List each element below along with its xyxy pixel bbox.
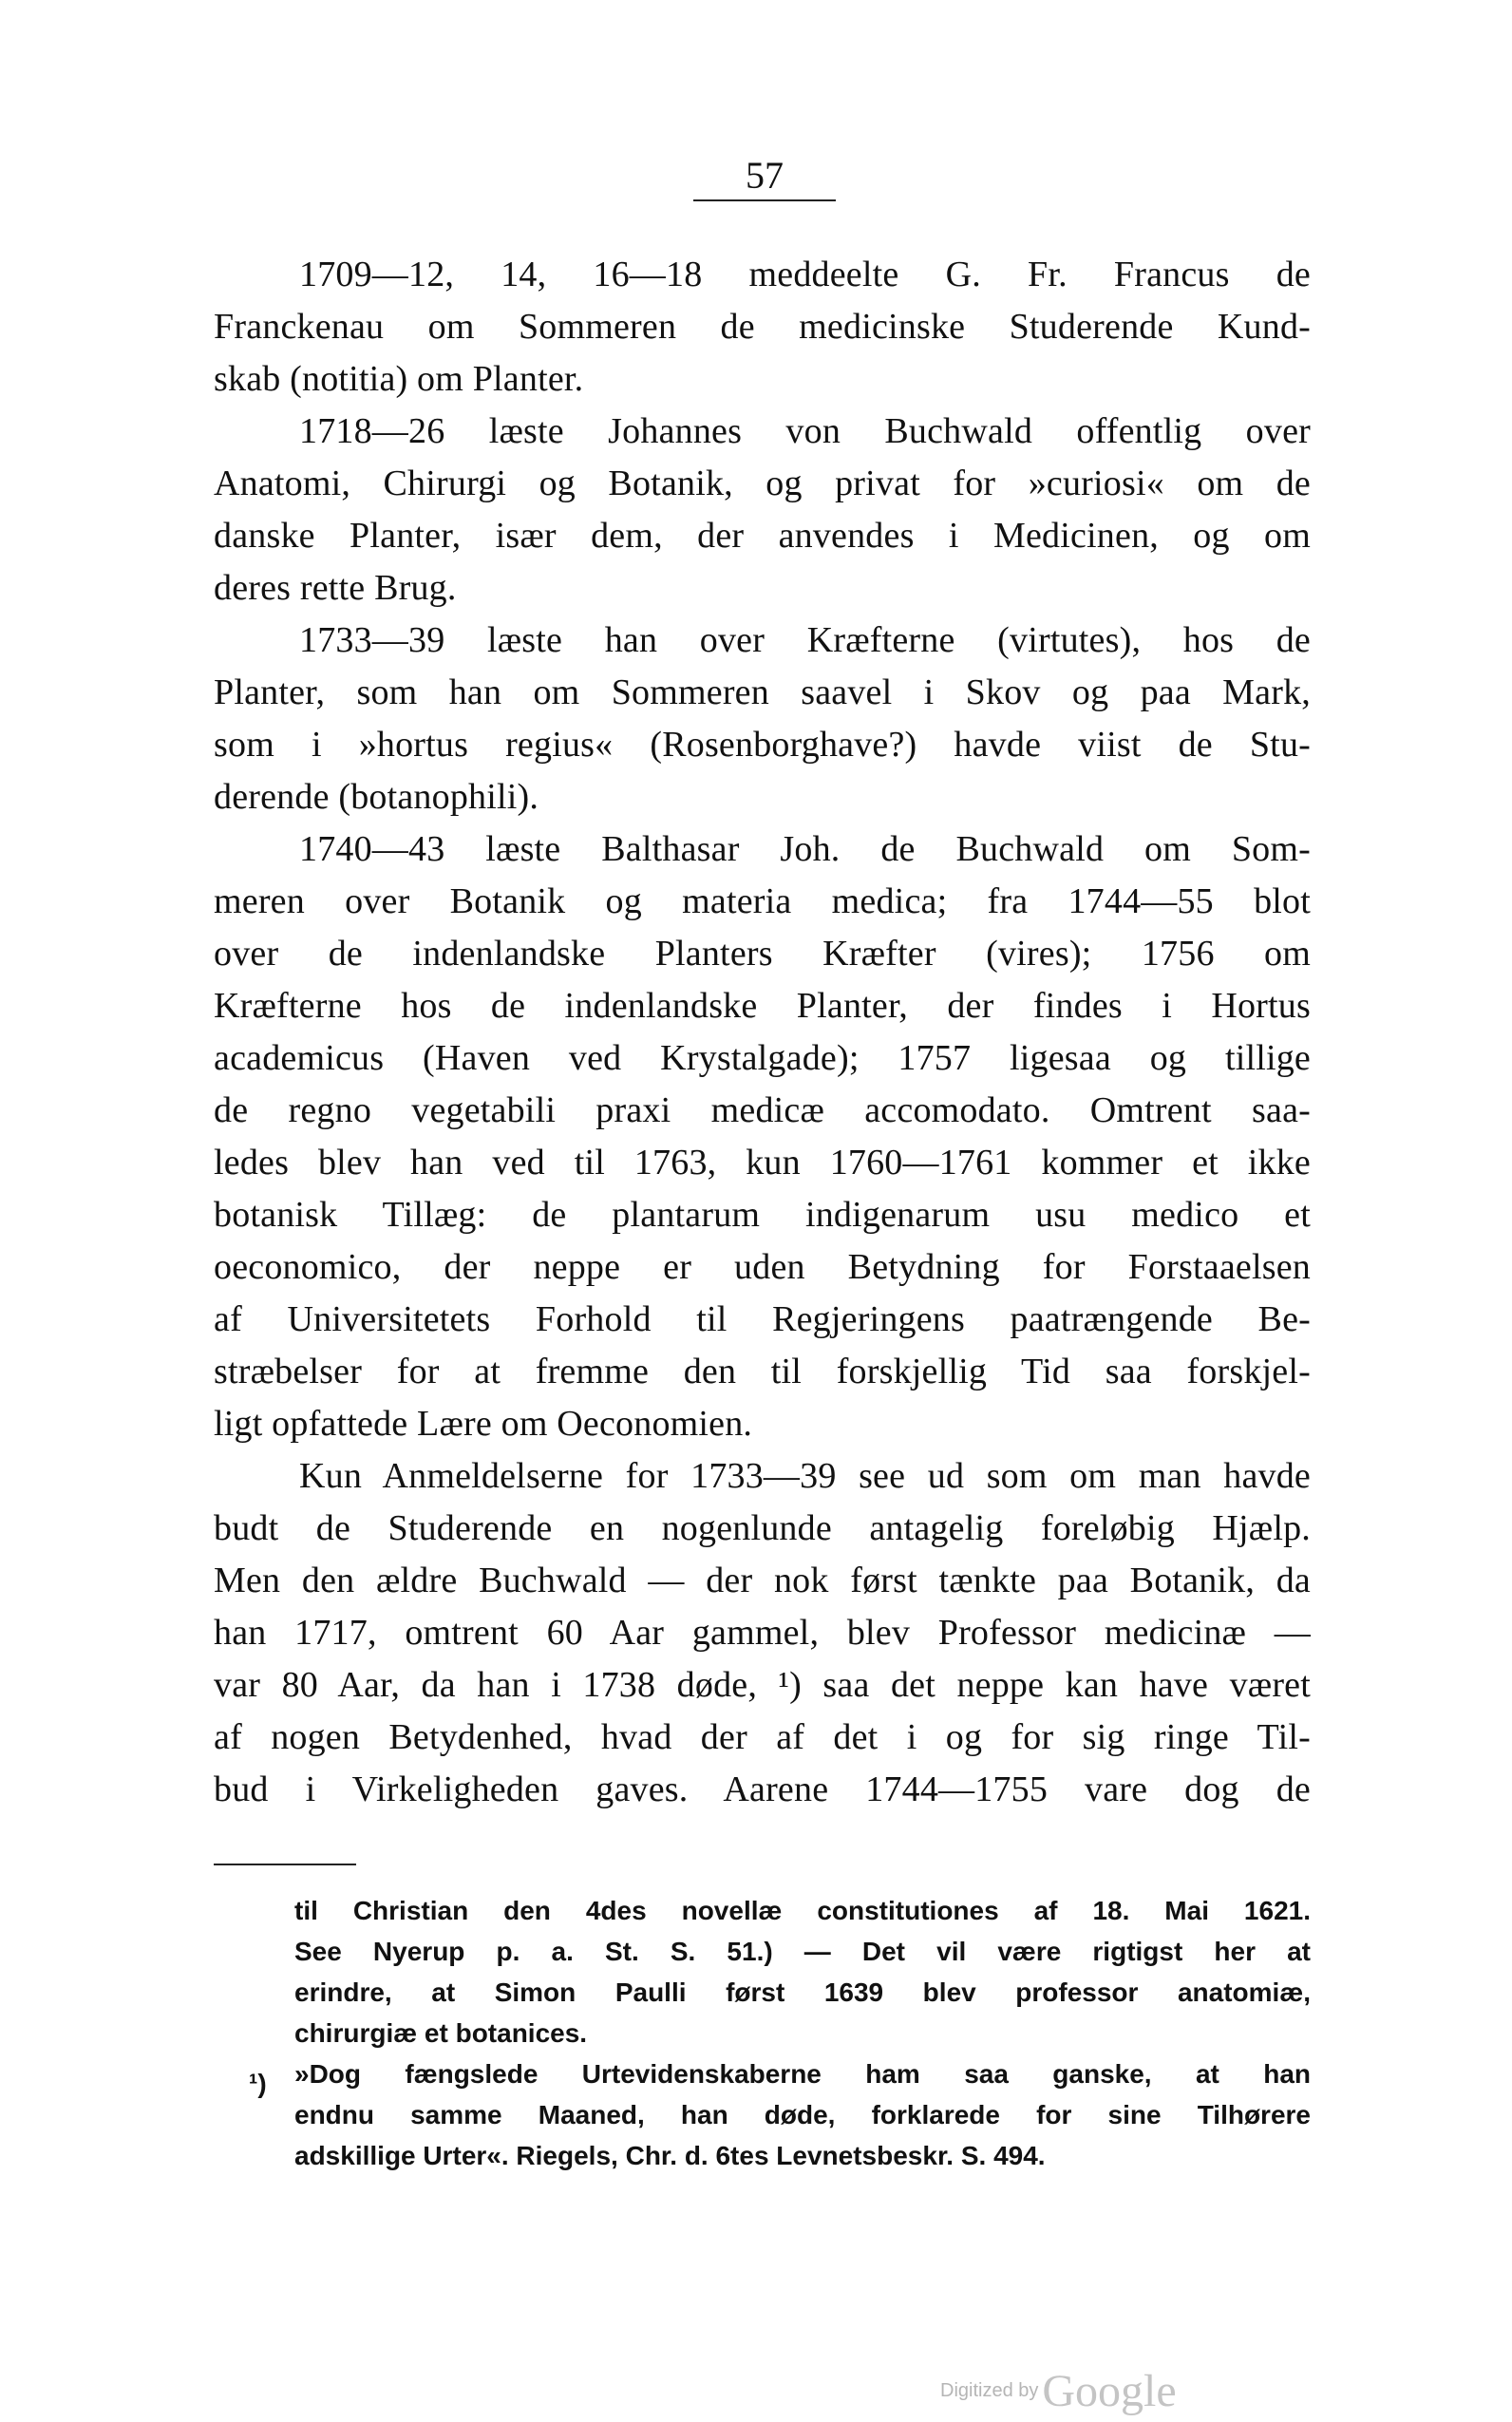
body-line: over de indenlandske Planters Kræfter (vires); 1756 om xyxy=(214,934,1311,974)
body-line: Planter, som han om Sommeren saavel i Skov og paa Mark, xyxy=(214,672,1311,712)
watermark-prefix: Digitized by xyxy=(940,2380,1039,2401)
body-line: danske Planter, især dem, der anvendes i Medicinen, og om xyxy=(214,516,1311,556)
body-line: academicus (Haven ved Krystalgade); 1757 ligesaa og tillige xyxy=(214,1038,1311,1078)
footnotes xyxy=(294,1890,1311,2176)
body-line: Kræfterne hos de indenlandske Planter, der findes i Hortus xyxy=(214,986,1311,1026)
body-line: oeconomico, der neppe er uden Betydning for Forstaaelsen xyxy=(214,1247,1311,1287)
body-line: Anatomi, Chirurgi og Botanik, og privat for »curiosi« om de xyxy=(214,464,1311,503)
body-line: ligt opfattede Lære om Oeconomien. xyxy=(214,1404,753,1444)
footnote-line: erindre, at Simon Paulli først 1639 blev professor anatomiæ, xyxy=(294,1977,1311,2007)
body-line: Franckenau om Sommeren de medicinske Studerende Kund- xyxy=(214,307,1311,347)
body-line: Kun Anmeldelserne for 1733—39 see ud som om man havde xyxy=(299,1456,1311,1496)
watermark-brand: Google xyxy=(1042,2366,1177,2416)
body-line: 1718—26 læste Johannes von Buchwald offentlig over xyxy=(299,411,1311,451)
footnote-rule xyxy=(214,1864,356,1865)
body-line: af nogen Betydenhed, hvad der af det i og for sig ringe Til- xyxy=(214,1717,1311,1757)
body-line: deres rette Brug. xyxy=(214,568,457,608)
body-line: derende (botanophili). xyxy=(214,777,539,817)
body-line: 1709—12, 14, 16—18 meddeelte G. Fr. Francus de xyxy=(299,255,1311,294)
body-line: var 80 Aar, da han i 1738 døde, ¹) saa det neppe kan have været xyxy=(214,1665,1311,1705)
body-line: budt de Studerende en nogenlunde antagelig foreløbig Hjælp. xyxy=(214,1508,1311,1548)
body-line: botanisk Tillæg: de plantarum indigenarum usu medico et xyxy=(214,1195,1311,1235)
body-line: de regno vegetabili praxi medicæ accomodato. Omtrent saa- xyxy=(214,1090,1311,1130)
body-line: Men den ældre Buchwald — der nok først tænkte paa Botanik, da xyxy=(214,1561,1311,1600)
body-line: skab (notitia) om Planter. xyxy=(214,359,584,399)
footnote-line: chirurgiæ et botanices. xyxy=(294,2018,588,2048)
body-line: meren over Botanik og materia medica; fra 1744—55 blot xyxy=(214,881,1311,921)
body-text xyxy=(214,249,1311,1816)
body-line: han 1717, omtrent 60 Aar gammel, blev Professor medicinæ — xyxy=(214,1613,1311,1653)
body-line: 1740—43 læste Balthasar Joh. de Buchwald om Som- xyxy=(299,829,1311,869)
body-line: som i »hortus regius« (Rosenborghave?) havde viist de Stu- xyxy=(214,725,1311,765)
footnote-line: »Dog fængslede Urtevidenskaberne ham saa ganske, at han xyxy=(294,2059,1311,2089)
watermark xyxy=(940,2365,1177,2417)
page-number: 57 xyxy=(693,152,836,201)
footnote-marker: ¹) xyxy=(249,2069,267,2098)
footnote-line: adskillige Urter«. Riegels, Chr. d. 6tes Levnetsbeskr. S. 494. xyxy=(294,2141,1046,2170)
body-line: bud i Virkeligheden gaves. Aarene 1744—1755 vare dog de xyxy=(214,1769,1311,1809)
footnote-line: See Nyerup p. a. St. S. 51.) — Det vil være rigtigst her at xyxy=(294,1937,1311,1966)
body-line: 1733—39 læste han over Kræfterne (virtutes), hos de xyxy=(299,620,1311,660)
body-line: ledes blev han ved til 1763, kun 1760—1761 kommer et ikke xyxy=(214,1143,1311,1183)
footnote-line: endnu samme Maaned, han døde, forklarede for sine Tilhørere xyxy=(294,2100,1311,2129)
footnote-line: til Christian den 4des novellæ constitutiones af 18. Mai 1621. xyxy=(294,1896,1311,1925)
body-line: stræbelser for at fremme den til forskjellig Tid saa forskjel- xyxy=(214,1352,1311,1391)
body-line: af Universitetets Forhold til Regjeringens paatrængende Be- xyxy=(214,1299,1311,1339)
